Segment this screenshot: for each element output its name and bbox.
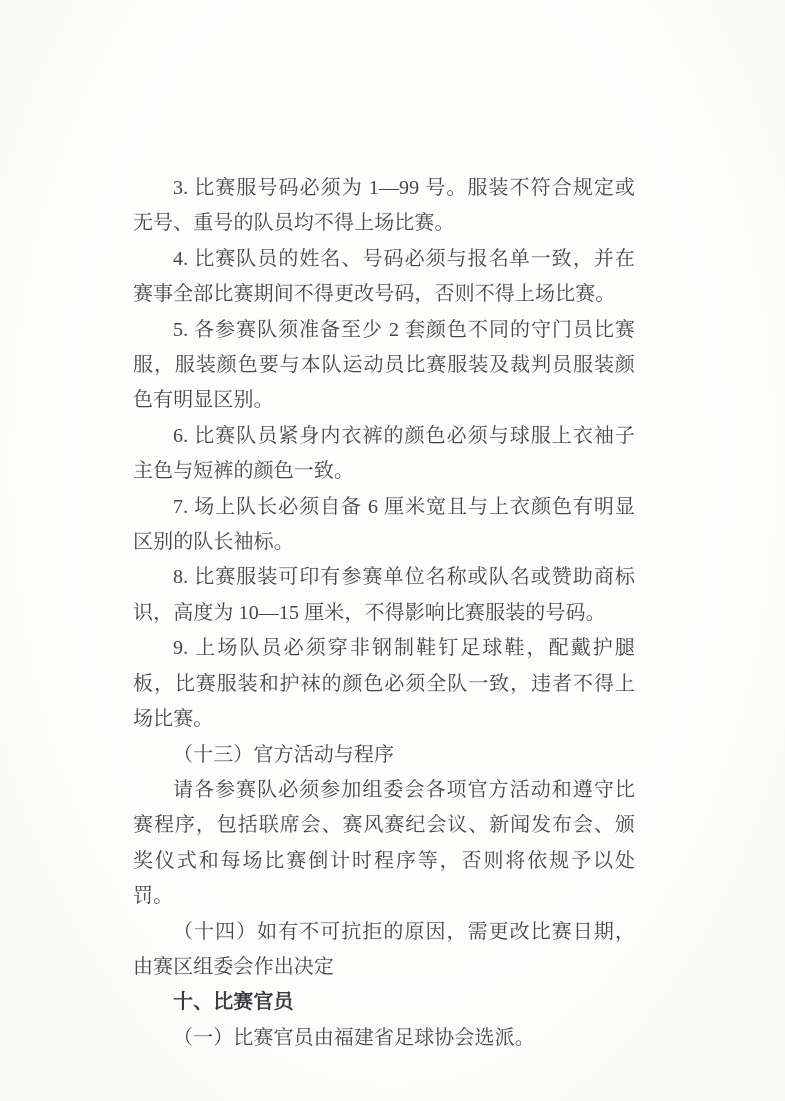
section-14-body: （十四）如有不可抗拒的原因，需更改比赛日期，由赛区组委会作出决定 — [133, 920, 635, 978]
chapter-10-heading: 十、比赛官员 — [173, 991, 294, 1014]
rule-item-6: 6. 比赛队员紧身内衣裤的颜色必须与球服上衣袖子主色与短裤的颜色一致。 — [133, 424, 635, 483]
section-13-body: 请各参赛队必须参加组委会各项官方活动和遵守比赛程序，包括联席会、赛风赛纪会议、新闻发布会、颁奖仪式和每场比赛倒计时程序等，否则将依规予以处罚。 — [133, 778, 635, 908]
chapter-10-item-1: （一）比赛官员由福建省足球协会选派。 — [173, 1026, 535, 1049]
rule-item-8: 8. 比赛服装可印有参赛单位名称或队名或赞助商标识，高度为 10—15 厘米，不得影响比赛服装的号码。 — [133, 566, 635, 624]
rule-item-7: 7. 场上队长必须自备 6 厘米宽且与上衣颜色有明显区别的队长袖标。 — [133, 495, 635, 554]
rule-item-9: 9. 上场队员必须穿非钢制鞋钉足球鞋，配戴护腿板，比赛服装和护袜的颜色必须全队一致，违者不得上场比赛。 — [133, 637, 635, 731]
rule-item-3: 3. 比赛服号码必须为 1—99 号。服装不符合规定或无号、重号的队员均不得上场比赛。 — [133, 177, 635, 235]
rule-item-4: 4. 比赛队员的姓名、号码必须与报名单一致，并在赛事全部比赛期间不得更改号码，否则不得上场比赛。 — [133, 247, 635, 306]
document-text-block — [133, 171, 635, 1056]
section-13-title: （十三）官方活动与程序 — [173, 743, 395, 766]
rule-item-5: 5. 各参赛队须准备至少 2 套颜色不同的守门员比赛服，服装颜色要与本队运动员比赛服装及裁判员服装颜色有明显区别。 — [133, 318, 635, 412]
